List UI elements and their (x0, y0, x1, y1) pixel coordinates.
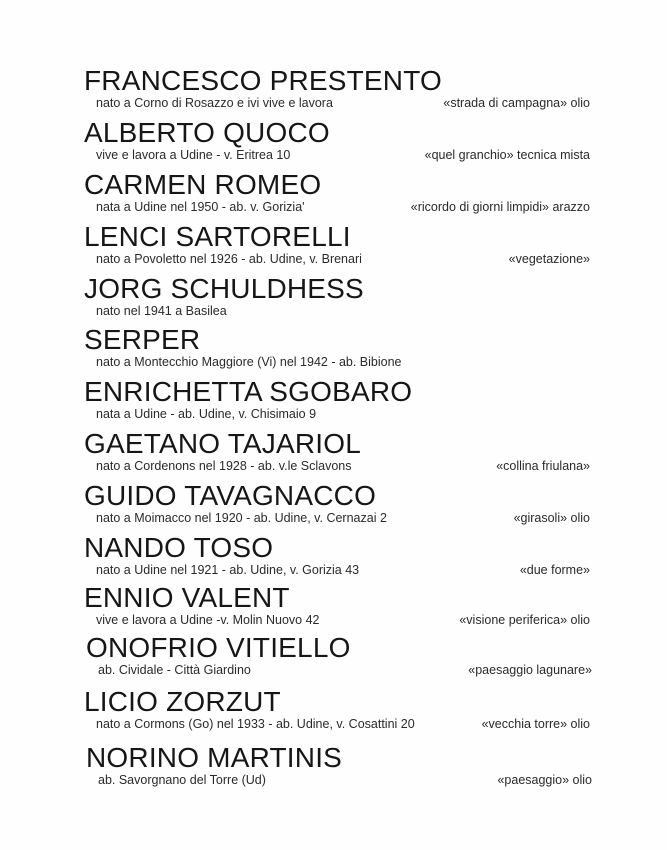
artist-entry (84, 429, 594, 479)
artist-entry (84, 222, 594, 272)
artwork-title: «paesaggio lagunare» (468, 663, 592, 677)
artist-entry (84, 66, 594, 116)
artwork-title: «strada di campagna» olio (443, 96, 590, 110)
artwork-title: «quel granchio» tecnica mista (424, 148, 590, 162)
artist-name: FRANCESCO PRESTENTO (84, 65, 442, 96)
artwork-title: «vegetazione» (508, 252, 590, 266)
artist-info: nato a Povoletto nel 1926 - ab. Udine, v. Brenari (96, 252, 362, 266)
artwork-title: «girasoli» olio (513, 511, 590, 525)
artist-name: NANDO TOSO (84, 532, 274, 563)
artist-info: nato a Cormons (Go) nel 1933 - ab. Udine, v. Cosattini 20 (96, 717, 415, 731)
artist-name: GAETANO TAJARIOL (84, 428, 362, 459)
artist-entry (84, 687, 594, 737)
artwork-title: «visione periferica» olio (459, 613, 590, 627)
artist-entry (86, 633, 596, 683)
artist-info: ab. Cividale - Città Giardino (98, 663, 251, 677)
artwork-title: «paesaggio» olio (497, 773, 592, 787)
artist-info: vive e lavora a Udine -v. Molin Nuovo 42 (96, 613, 320, 627)
artist-name: LICIO ZORZUT (84, 686, 281, 717)
artist-info: nata a Udine nel 1950 - ab. v. Gorizia' (96, 200, 305, 214)
artist-name: ENRICHETTA SGOBARO (84, 376, 413, 407)
artist-entry (84, 170, 594, 220)
artist-info: nato nel 1941 a Basilea (96, 304, 227, 318)
artist-info: ab. Savorgnano del Torre (Ud) (98, 773, 266, 787)
artist-name: NORINO MARTINIS (86, 742, 343, 773)
artist-info: nato a Udine nel 1921 - ab. Udine, v. Gorizia 43 (96, 563, 360, 577)
artist-name: SERPER (84, 324, 201, 355)
artist-entry (84, 377, 594, 427)
artist-name: ALBERTO QUOCO (84, 117, 330, 148)
artist-entry (84, 481, 594, 531)
artist-name: JORG SCHULDHESS (84, 273, 364, 304)
artist-info: nato a Montecchio Maggiore (Vi) nel 1942 - ab. Bibione (96, 355, 402, 369)
artist-info: nato a Corno di Rosazzo e ivi vive e lavora (96, 96, 333, 110)
artist-name: ENNIO VALENT (84, 582, 290, 613)
artist-info: vive e lavora a Udine - v. Eritrea 10 (96, 148, 291, 162)
artwork-title: «due forme» (519, 563, 590, 577)
artist-name: CARMEN ROMEO (84, 169, 322, 200)
artist-entry (84, 274, 594, 324)
artist-info: nato a Cordenons nel 1928 - ab. v.le Sclavons (96, 459, 352, 473)
artist-info: nato a Moimacco nel 1920 - ab. Udine, v. Cernazai 2 (96, 511, 387, 525)
artist-entry (86, 743, 596, 793)
artwork-title: «collina friulana» (496, 459, 590, 473)
artwork-title: «vecchia torre» olio (481, 717, 590, 731)
artwork-title: «ricordo di giorni limpidi» arazzo (410, 200, 590, 214)
artist-name: ONOFRIO VITIELLO (86, 632, 351, 663)
artist-name: LENCI SARTORELLI (84, 221, 351, 252)
artist-info: nata a Udine - ab. Udine, v. Chisimaio 9 (96, 407, 317, 421)
artist-name: GUIDO TAVAGNACCO (84, 480, 377, 511)
artist-entry (84, 583, 594, 633)
artist-entry (84, 325, 594, 375)
artist-entry (84, 118, 594, 168)
artist-entry (84, 533, 594, 583)
